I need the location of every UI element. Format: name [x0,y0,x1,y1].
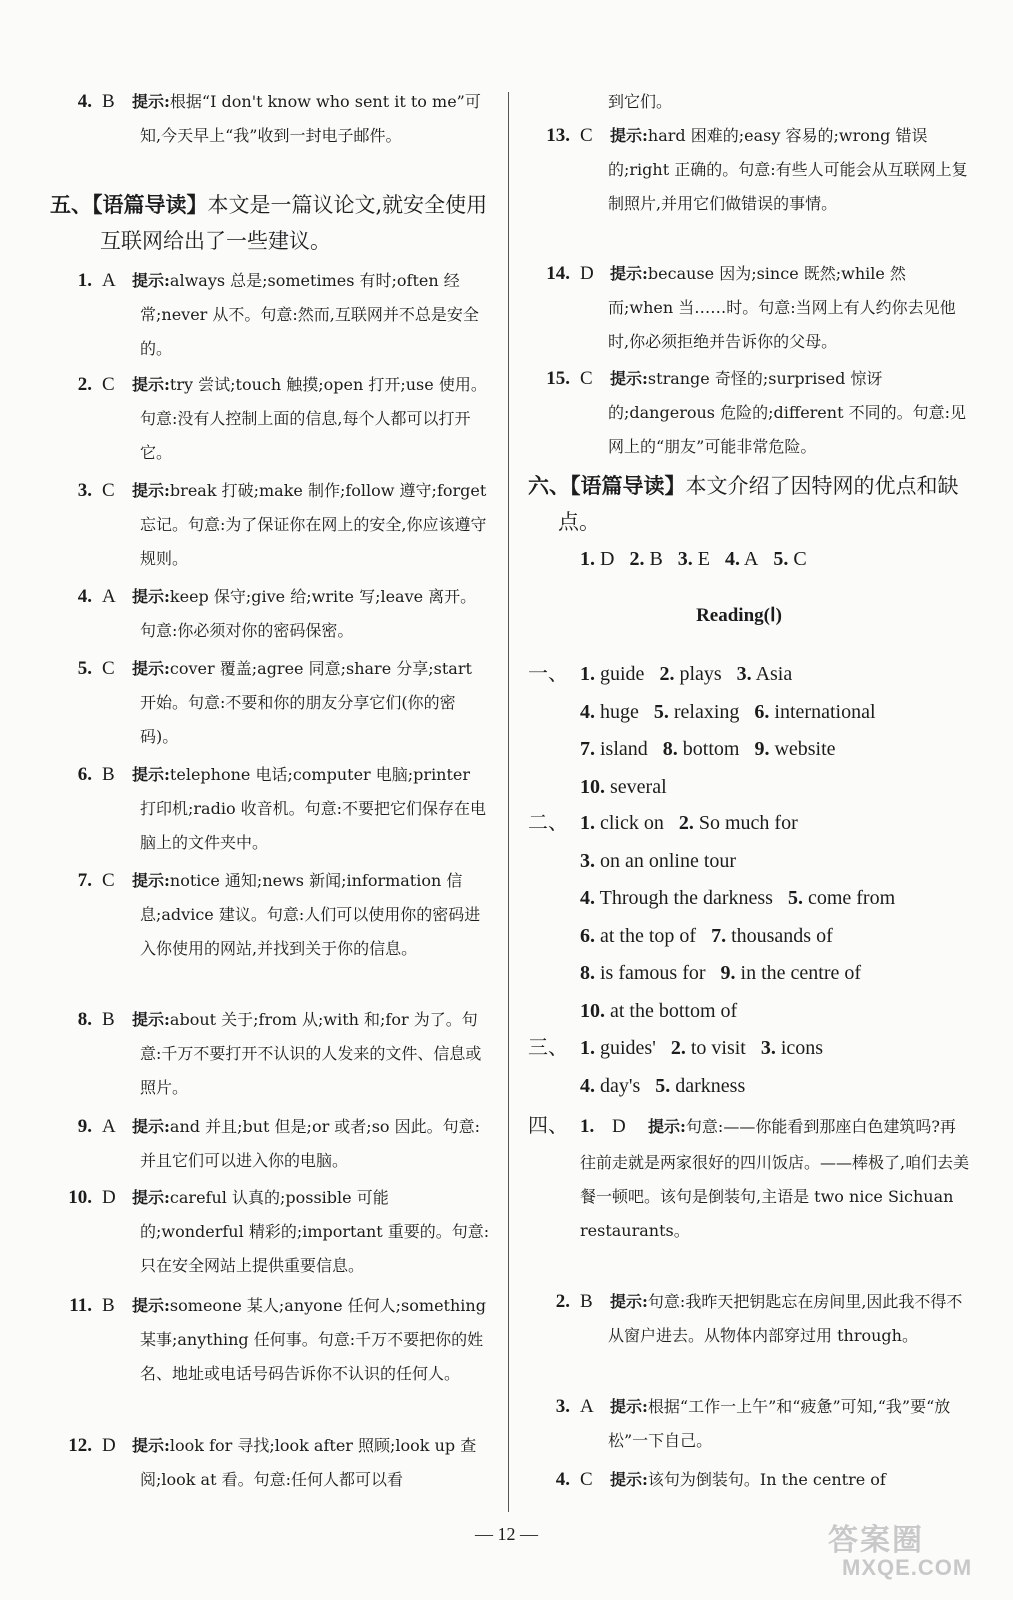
answer-item: 9. A 提示:and 并且;but 但是;or 或者;so 因此。句意:并且它们可以进入你的电脑。 [77,1116,481,1170]
reading-title: Reading(Ⅰ) [696,605,782,626]
answer-item: 2. C 提示:try 尝试;touch 触摸;open 打开;use 使用。句意:没有人控制上面的信息,每个人都可以打开它。 [77,374,487,462]
answer-item: 11. B 提示:someone 某人;anyone 任何人;something 某事;anything 任何事。句意:千万不要把你的姓名、地址或电话号码告诉你不认识的任何人。 [69,1295,486,1383]
answer-item: 4. A 提示:keep 保守;give 给;write 写;leave 离开。句意:你必须对你的密码保密。 [77,586,477,640]
watermark-logo: 答案圈 MXQE.COM [828,1524,973,1580]
answer-item-4-prev: 4. B 提示:根据“I don't know who sent it to me”可知,今天早上“我”收到一封电子邮件。 [77,91,481,145]
part-two: 二、 1. click on 2. So much for 3. on an online tour 4. Through the darkness 5. come from 6. at the top of 7. thousands of 8. is famous for 9. in the centre of 10. at the bottom of [528,812,896,1022]
part-one: 一、 1. guide 2. plays 3. Asia 4. huge 5. relaxing 6. international 7. island 8. bottom 9. website 10. several [528,663,876,798]
part-four-item-2: 2. B 提示:句意:我昨天把钥匙忘在房间里,因此我不得不从窗户进去。从物体内部穿过用 through。 [555,1291,963,1345]
answer-item: 3. C 提示:break 打破;make 制作;follow 遵守;forget 忘记。句意:为了保证你在网上的安全,你应该遵守规则。 [77,480,487,568]
answer-item: 6. B 提示:telephone 电话;computer 电脑;printer 打印机;radio 收音机。句意:不要把它们保存在电脑上的文件夹中。 [77,764,487,852]
answer-item: 12. D 提示:look for 寻找;look after 照顾;look up 查阅;look at 看。句意:任何人都可以看 [68,1435,477,1489]
section-six-heading: 六、【语篇导读】本文介绍了因特网的优点和缺点。 [528,473,959,534]
answer-item: 15. C 提示:strange 奇怪的;surprised 惊讶的;dangerous 危险的;different 不同的。句意:见网上的“朋友”可能非常危险。 [546,368,966,456]
answer-item: 5. C 提示:cover 覆盖;agree 同意;share 分享;start 开始。句意:不要和你的朋友分享它们(你的密码)。 [77,658,472,746]
answer-item: 14. D 提示:because 因为;since 既然;while 然而;when 当……时。句意:当网上有人约你去见他时,你必须拒绝并告诉你的父母。 [546,263,956,351]
part-four-item-4: 4. C 提示:该句为倒装句。In the centre of [555,1469,886,1490]
continued-text: 到它们。 [608,92,673,111]
column-divider [508,92,509,1512]
answer-item: 1. A 提示:always 总是;sometimes 有时;often 经常;never 从不。句意:然而,互联网并不总是安全的。 [77,270,479,358]
answer-item: 7. C 提示:notice 通知;news 新闻;information 信息;advice 建议。句意:人们可以使用你的密码进入你使用的网站,并找到关于你的信息。 [77,870,481,958]
page-number: — 12 — [475,1524,538,1544]
answer-item: 13. C 提示:hard 困难的;easy 容易的;wrong 错误的;right 正确的。句意:有些人可能会从互联网上复制照片,并用它们做错误的事情。 [546,125,968,213]
part-three: 三、 1. guides' 2. to visit 3. icons 4. day's 5. darkness [528,1037,824,1097]
section-five-heading: 五、【语篇导读】本文是一篇议论文,就安全使用互联网给出了一些建议。 [50,192,488,253]
answer-item: 8. B 提示:about 关于;from 从;with 和;for 为了。句意:千万不要打开不认识的人发来的文件、信息或照片。 [77,1009,482,1097]
part-four-item-1: 四、 1. D 提示:句意:——你能看到那座白色建筑吗?再往前走就是两家很好的四川饭店。——棒极了,咱们去美餐一顿吧。该句是倒装句,主语是 two nice Sichuan restaurants。 [528,1115,970,1240]
part-four-item-3: 3. A 提示:根据“工作一上午”和“疲惫”可知,“我”要“放松”一下自己。 [555,1396,951,1450]
section-six-answers: 1. D 2. B 3. E 4. A 5. C [580,548,807,570]
answer-item: 10. D 提示:careful 认真的;possible 可能的;wonderful 精彩的;important 重要的。句意:只在安全网站上提供重要信息。 [68,1187,490,1275]
